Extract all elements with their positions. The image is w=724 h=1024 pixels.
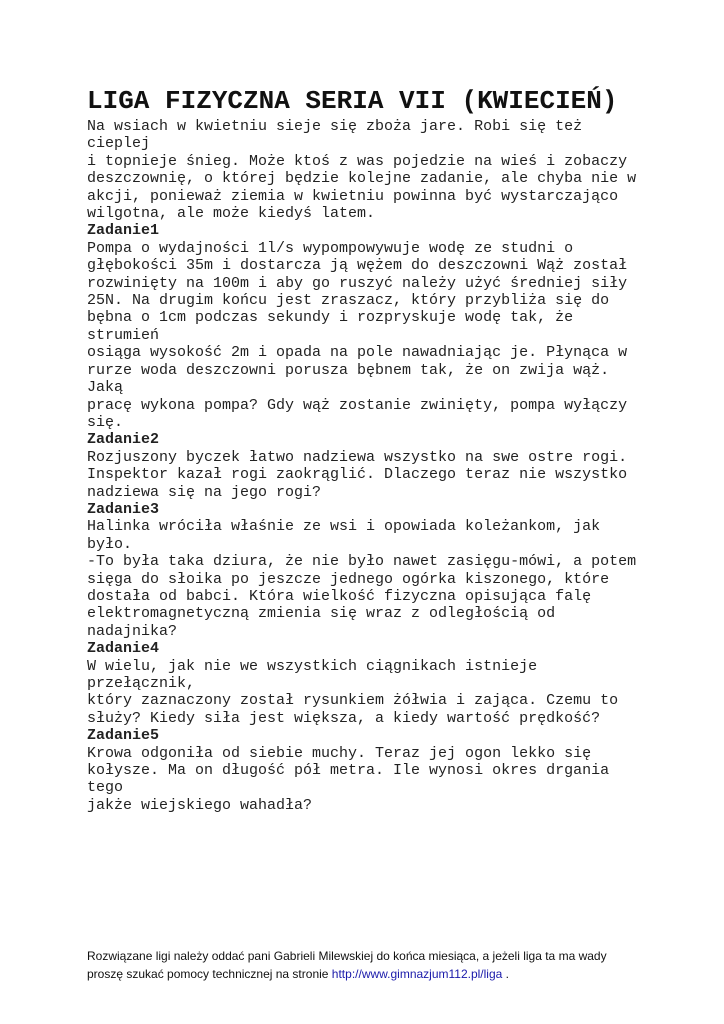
footer-line-2-suffix: . xyxy=(502,967,509,981)
task-4 xyxy=(87,640,647,727)
task-heading: Zadanie1 xyxy=(87,222,160,240)
task-heading: Zadanie2 xyxy=(87,431,160,449)
page-title: LIGA FIZYCZNA SERIA VII (KWIECIEŃ) xyxy=(87,86,618,116)
intro-paragraph: Na wsiach w kwietniu sieje się zboża jare. Robi się też cieplej i topnieje śnieg. Może ktoś z was pojedzie na wieś i zobaczy deszczownię, o której będzie kolejne zadanie, ale chyba nie w akcji, ponieważ ziemia w kwietniu powinna być wystarczająco wilgotna, ale może kiedyś latem. xyxy=(87,118,637,223)
liga-link[interactable]: http://www.gimnazjum112.pl/liga xyxy=(331,967,503,981)
task-text: W wielu, jak nie we wszystkich ciągnikach istnieje przełącznik, który zaznaczony został rysunkiem żółwia i zająca. Czemu to służy? Kiedy siła jest większa, a kiedy wartość prędkość? xyxy=(87,657,619,727)
task-2 xyxy=(87,431,647,501)
task-1 xyxy=(87,222,647,431)
footer-note xyxy=(87,947,687,983)
footer-line-1: Rozwiązane ligi należy oddać pani Gabrieli Milewskiej do końca miesiąca, a jeżeli liga ta ma wady xyxy=(87,949,607,963)
task-5 xyxy=(87,727,647,814)
task-heading: Zadanie5 xyxy=(87,727,160,745)
footer-line-2-prefix: proszę szukać pomocy technicznej na stronie xyxy=(87,967,332,981)
task-text: Rozjuszony byczek łatwo nadziewa wszystko na swe ostre rogi. Inspektor kazał rogi zaokrąglić. Dlaczego teraz nie wszystko nadziewa się na jego rogi? xyxy=(87,448,628,501)
task-heading: Zadanie3 xyxy=(87,500,160,518)
task-text: Pompa o wydajności 1l/s wypompowywuje wodę ze studni o głębokości 35m i dostarcza ją wężem do deszczowni Wąż został rozwinięty na 100m i aby go ruszyć należy użyć średniej siły 25N. Na drugim końcu jest zraszacz, który przybliża się do bębna o 1cm podczas sekundy i rozpryskuje wodę tak, że strumień osiąga wysokość 2m i opada na pole nawadniając je. Płynąca w rurze woda deszczowni porusza bębnem tak, że on zwija wąż. Jaką pracę wykona pompa? Gdy wąż zostanie zwinięty, pompa wyłączy się. xyxy=(87,239,628,431)
task-3 xyxy=(87,501,647,640)
footer-line-2 xyxy=(87,965,687,983)
document-body xyxy=(87,84,647,814)
task-text: Halinka wróciła właśnie ze wsi i opowiada koleżankom, jak było. -To była taka dziura, że nie było nawet zasięgu-mówi, a potem sięga do słoika po jeszcze jednego ogórka kiszonego, które dostała od babci. Która wielkość fizyczna opisująca falę elektromagnetyczną zmienia się wraz z odległością od nadajnika? xyxy=(87,518,637,640)
task-text: Krowa odgoniła od siebie muchy. Teraz jej ogon lekko się kołysze. Ma on długość pół metra. Ile wynosi okres drgania tego jakże wiejskiego wahadła? xyxy=(87,744,610,814)
task-heading: Zadanie4 xyxy=(87,640,160,658)
